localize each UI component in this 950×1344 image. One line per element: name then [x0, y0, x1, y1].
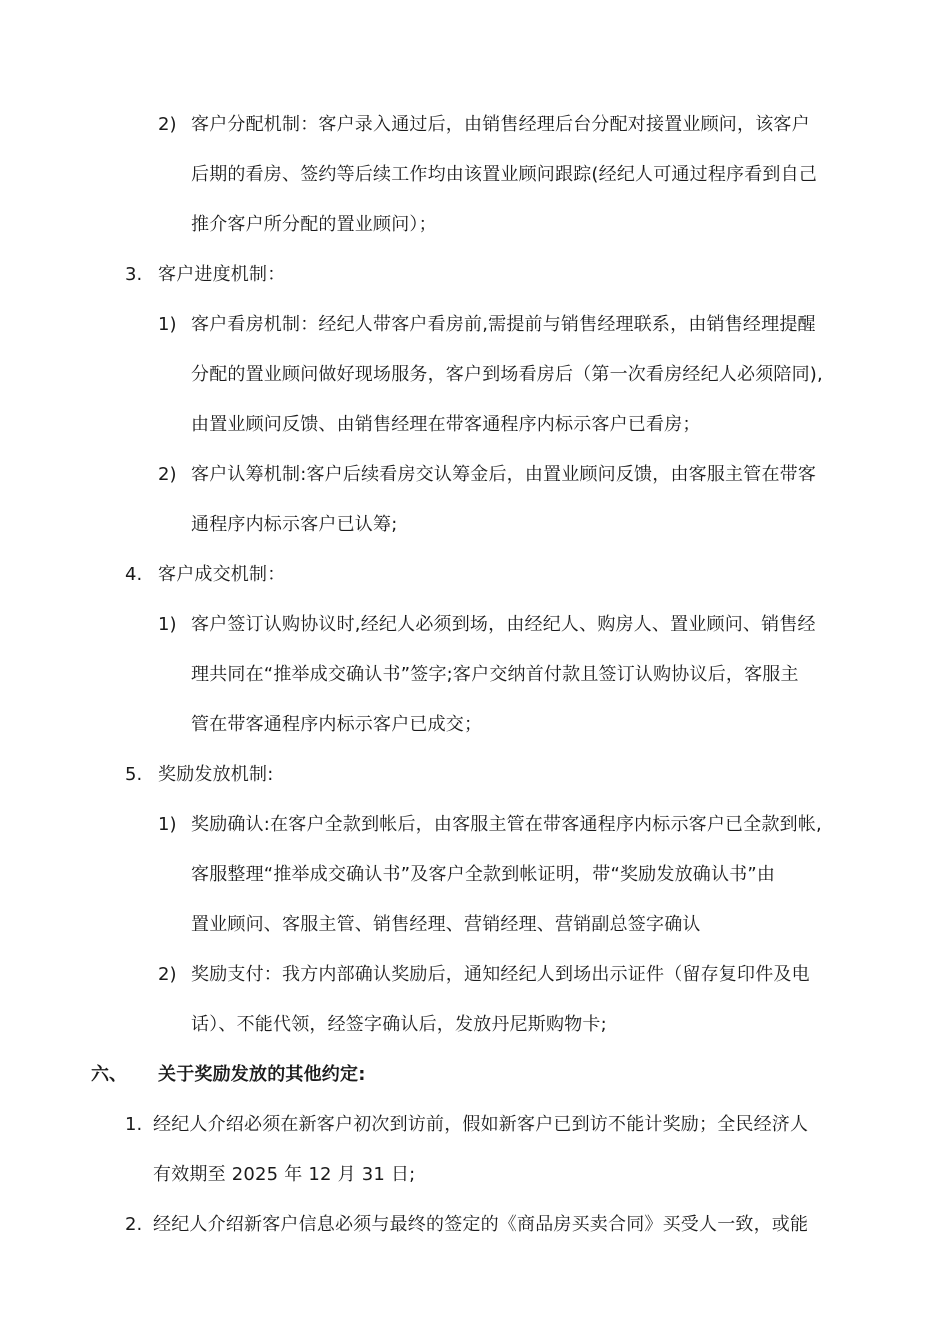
section-heading: 关于奖励发放的其他约定: — [158, 1064, 366, 1085]
paragraph-line: 客户分配机制：客户录入通过后，由销售经理后台分配对接置业顾问，该客户 — [191, 114, 810, 135]
section-label: 奖励发放机制: — [158, 764, 274, 785]
list-number: 3. — [125, 264, 143, 285]
section-label: 客户成交机制： — [158, 564, 286, 585]
paragraph-line: 后期的看房、签约等后续工作均由该置业顾问跟踪(经纪人可通过程序看到自己 — [191, 164, 818, 185]
list-number: 2) — [158, 964, 177, 985]
paragraph-line: 客户看房机制：经纪人带客户看房前,需提前与销售经理联系，由销售经理提醒 — [191, 314, 816, 335]
paragraph-line: 通程序内标示客户已认筹; — [191, 514, 398, 535]
paragraph-line: 经纪人介绍新客户信息必须与最终的签定的《商品房买卖合同》买受人一致，或能 — [153, 1214, 809, 1235]
paragraph-line: 话）、不能代领，经签字确认后，发放丹尼斯购物卡; — [191, 1014, 607, 1035]
list-number: 5. — [125, 764, 143, 785]
paragraph-line: 有效期至 2025 年 12 月 31 日; — [153, 1164, 416, 1185]
list-number: 1) — [158, 314, 177, 335]
list-number: 1) — [158, 614, 177, 635]
list-number: 1. — [125, 1114, 143, 1135]
paragraph-line: 奖励支付：我方内部确认奖励后，通知经纪人到场出示证件（留存复印件及电 — [191, 964, 810, 985]
paragraph-line: 管在带客通程序内标示客户已成交； — [191, 714, 483, 735]
paragraph-line: 分配的置业顾问做好现场服务，客户到场看房后（第一次看房经纪人必须陪同), — [191, 364, 823, 385]
paragraph-line: 奖励确认:在客户全款到帐后，由客服主管在带客通程序内标示客户已全款到帐, — [191, 814, 822, 835]
heading-number: 六、 — [91, 1064, 127, 1085]
list-number: 1) — [158, 814, 177, 835]
section-label: 客户进度机制： — [158, 264, 286, 285]
paragraph-line: 理共同在“推举成交确认书”签字;客户交纳首付款且签订认购协议后，客服主 — [191, 664, 799, 685]
list-number: 2. — [125, 1214, 143, 1235]
list-number: 2) — [158, 114, 177, 135]
paragraph-line: 客户认筹机制:客户后续看房交认筹金后，由置业顾问反馈，由客服主管在带客 — [191, 464, 817, 485]
paragraph-line: 由置业顾问反馈、由销售经理在带客通程序内标示客户已看房； — [191, 414, 701, 435]
paragraph-line: 经纪人介绍必须在新客户初次到访前，假如新客户已到访不能计奖励；全民经济人 — [153, 1114, 809, 1135]
list-number: 2) — [158, 464, 177, 485]
paragraph-line: 推介客户所分配的置业顾问）； — [191, 214, 437, 235]
paragraph-line: 客服整理“推举成交确认书”及客户全款到帐证明，带“奖励发放确认书”由 — [191, 864, 776, 885]
list-number: 4. — [125, 564, 143, 585]
paragraph-line: 置业顾问、客服主管、销售经理、营销经理、营销副总签字确认 — [191, 914, 701, 935]
paragraph-line: 客户签订认购协议时,经纪人必须到场，由经纪人、购房人、置业顾问、销售经 — [191, 614, 816, 635]
